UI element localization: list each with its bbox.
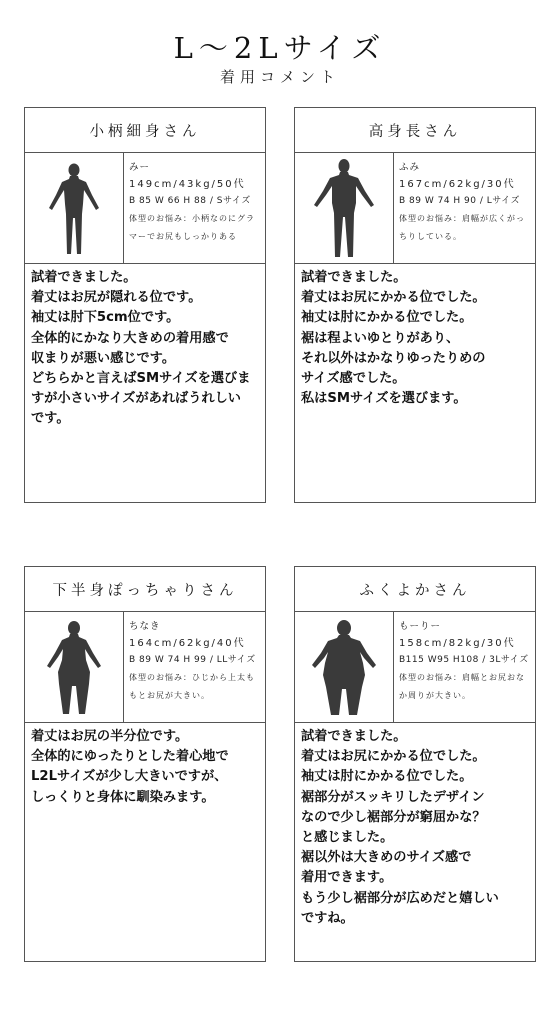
model-concern: 体型のお悩み：小柄なのにグラマーでお尻もしっかりある (129, 214, 255, 241)
profile-row (295, 153, 535, 264)
profile-info (394, 612, 535, 722)
review-card-petite (24, 107, 266, 503)
model-stats: 158cm/82kg/30代 (399, 638, 516, 649)
body-type-label: 小柄細身さん (25, 108, 265, 153)
model-concern: 体型のお悩み：ひじから上太ももとお尻が大きい。 (129, 673, 255, 700)
model-measurements: B 85 W 66 H 88 / Sサイズ (129, 196, 251, 206)
body-type-label: 下半身ぽっちゃりさん (25, 567, 265, 612)
review-comment: 試着できました。 着丈はお尻が隠れる位です。 袖丈は肘下5cm位です。 全体的にかなり大きめの着用感で 収まりが悪い感じです。 どちらかと言えばSMサイズを選びま すが小さいサイズがあればうれしい です。 (31, 270, 251, 427)
body-type-label: ふくよかさん (295, 567, 535, 612)
review-card-plump (294, 566, 536, 962)
model-name: みー (129, 162, 151, 173)
pear-silhouette-icon (43, 618, 105, 716)
model-name: ふみ (399, 162, 421, 173)
review-comment: 試着できました。 着丈はお尻にかかる位でした。 袖丈は肘にかかる位でした。 裾は程よいゆとりがあり、 それ以外はかなりゆったりめの サイズ感でした。 私はSMサイズを選びます。 (301, 270, 486, 407)
tall-silhouette-icon (311, 157, 377, 259)
page-subtitle: 着用コメント (219, 68, 340, 86)
profile-info (124, 153, 265, 263)
model-measurements: B 89 W 74 H 90 / Lサイズ (399, 196, 521, 206)
review-card-tall (294, 107, 536, 503)
body-silhouette (25, 612, 124, 722)
body-type-label: 高身長さん (295, 108, 535, 153)
model-stats: 167cm/62kg/30代 (399, 179, 516, 190)
model-stats: 164cm/62kg/40代 (129, 638, 246, 649)
review-comment: 着丈はお尻の半分位です。 全体的にゆったりとした着心地で L2Lサイズが少し大きいですが、 しっくりと身体に馴染みます。 (31, 729, 229, 805)
review-card-pear (24, 566, 266, 962)
profile-info (394, 153, 535, 263)
plump-silhouette-icon (309, 617, 379, 717)
model-name: もーりー (399, 621, 442, 632)
model-name: ちなき (129, 621, 161, 632)
body-silhouette (295, 153, 394, 263)
page-title: L～2Lサイズ (173, 31, 387, 65)
model-measurements: B 89 W 74 H 99 / LLサイズ (129, 655, 256, 665)
review-comment: 試着できました。 着丈はお尻にかかる位でした。 袖丈は肘にかかる位でした。 裾部分がスッキリしたデザイン なので少し裾部分が窮屈かな？ と感じました。 裾以外は大きめのサイズ感で 着用できます。 もう少し裾部分が広めだと嬉しい ですね。 (301, 729, 499, 926)
model-concern: 体型のお悩み：肩幅とお尻おなか周りが大きい。 (399, 673, 525, 700)
profile-info (124, 612, 265, 722)
model-concern: 体型のお悩み：肩幅が広くがっちりしている。 (399, 214, 525, 241)
profile-row (25, 153, 265, 264)
slim-silhouette-icon (44, 160, 104, 256)
model-measurements: B115 W95 H108 / 3Lサイズ (399, 655, 529, 665)
model-stats: 149cm/43kg/50代 (129, 179, 246, 190)
body-silhouette (295, 612, 394, 722)
profile-row (25, 612, 265, 723)
profile-row (295, 612, 535, 723)
body-silhouette (25, 153, 124, 263)
